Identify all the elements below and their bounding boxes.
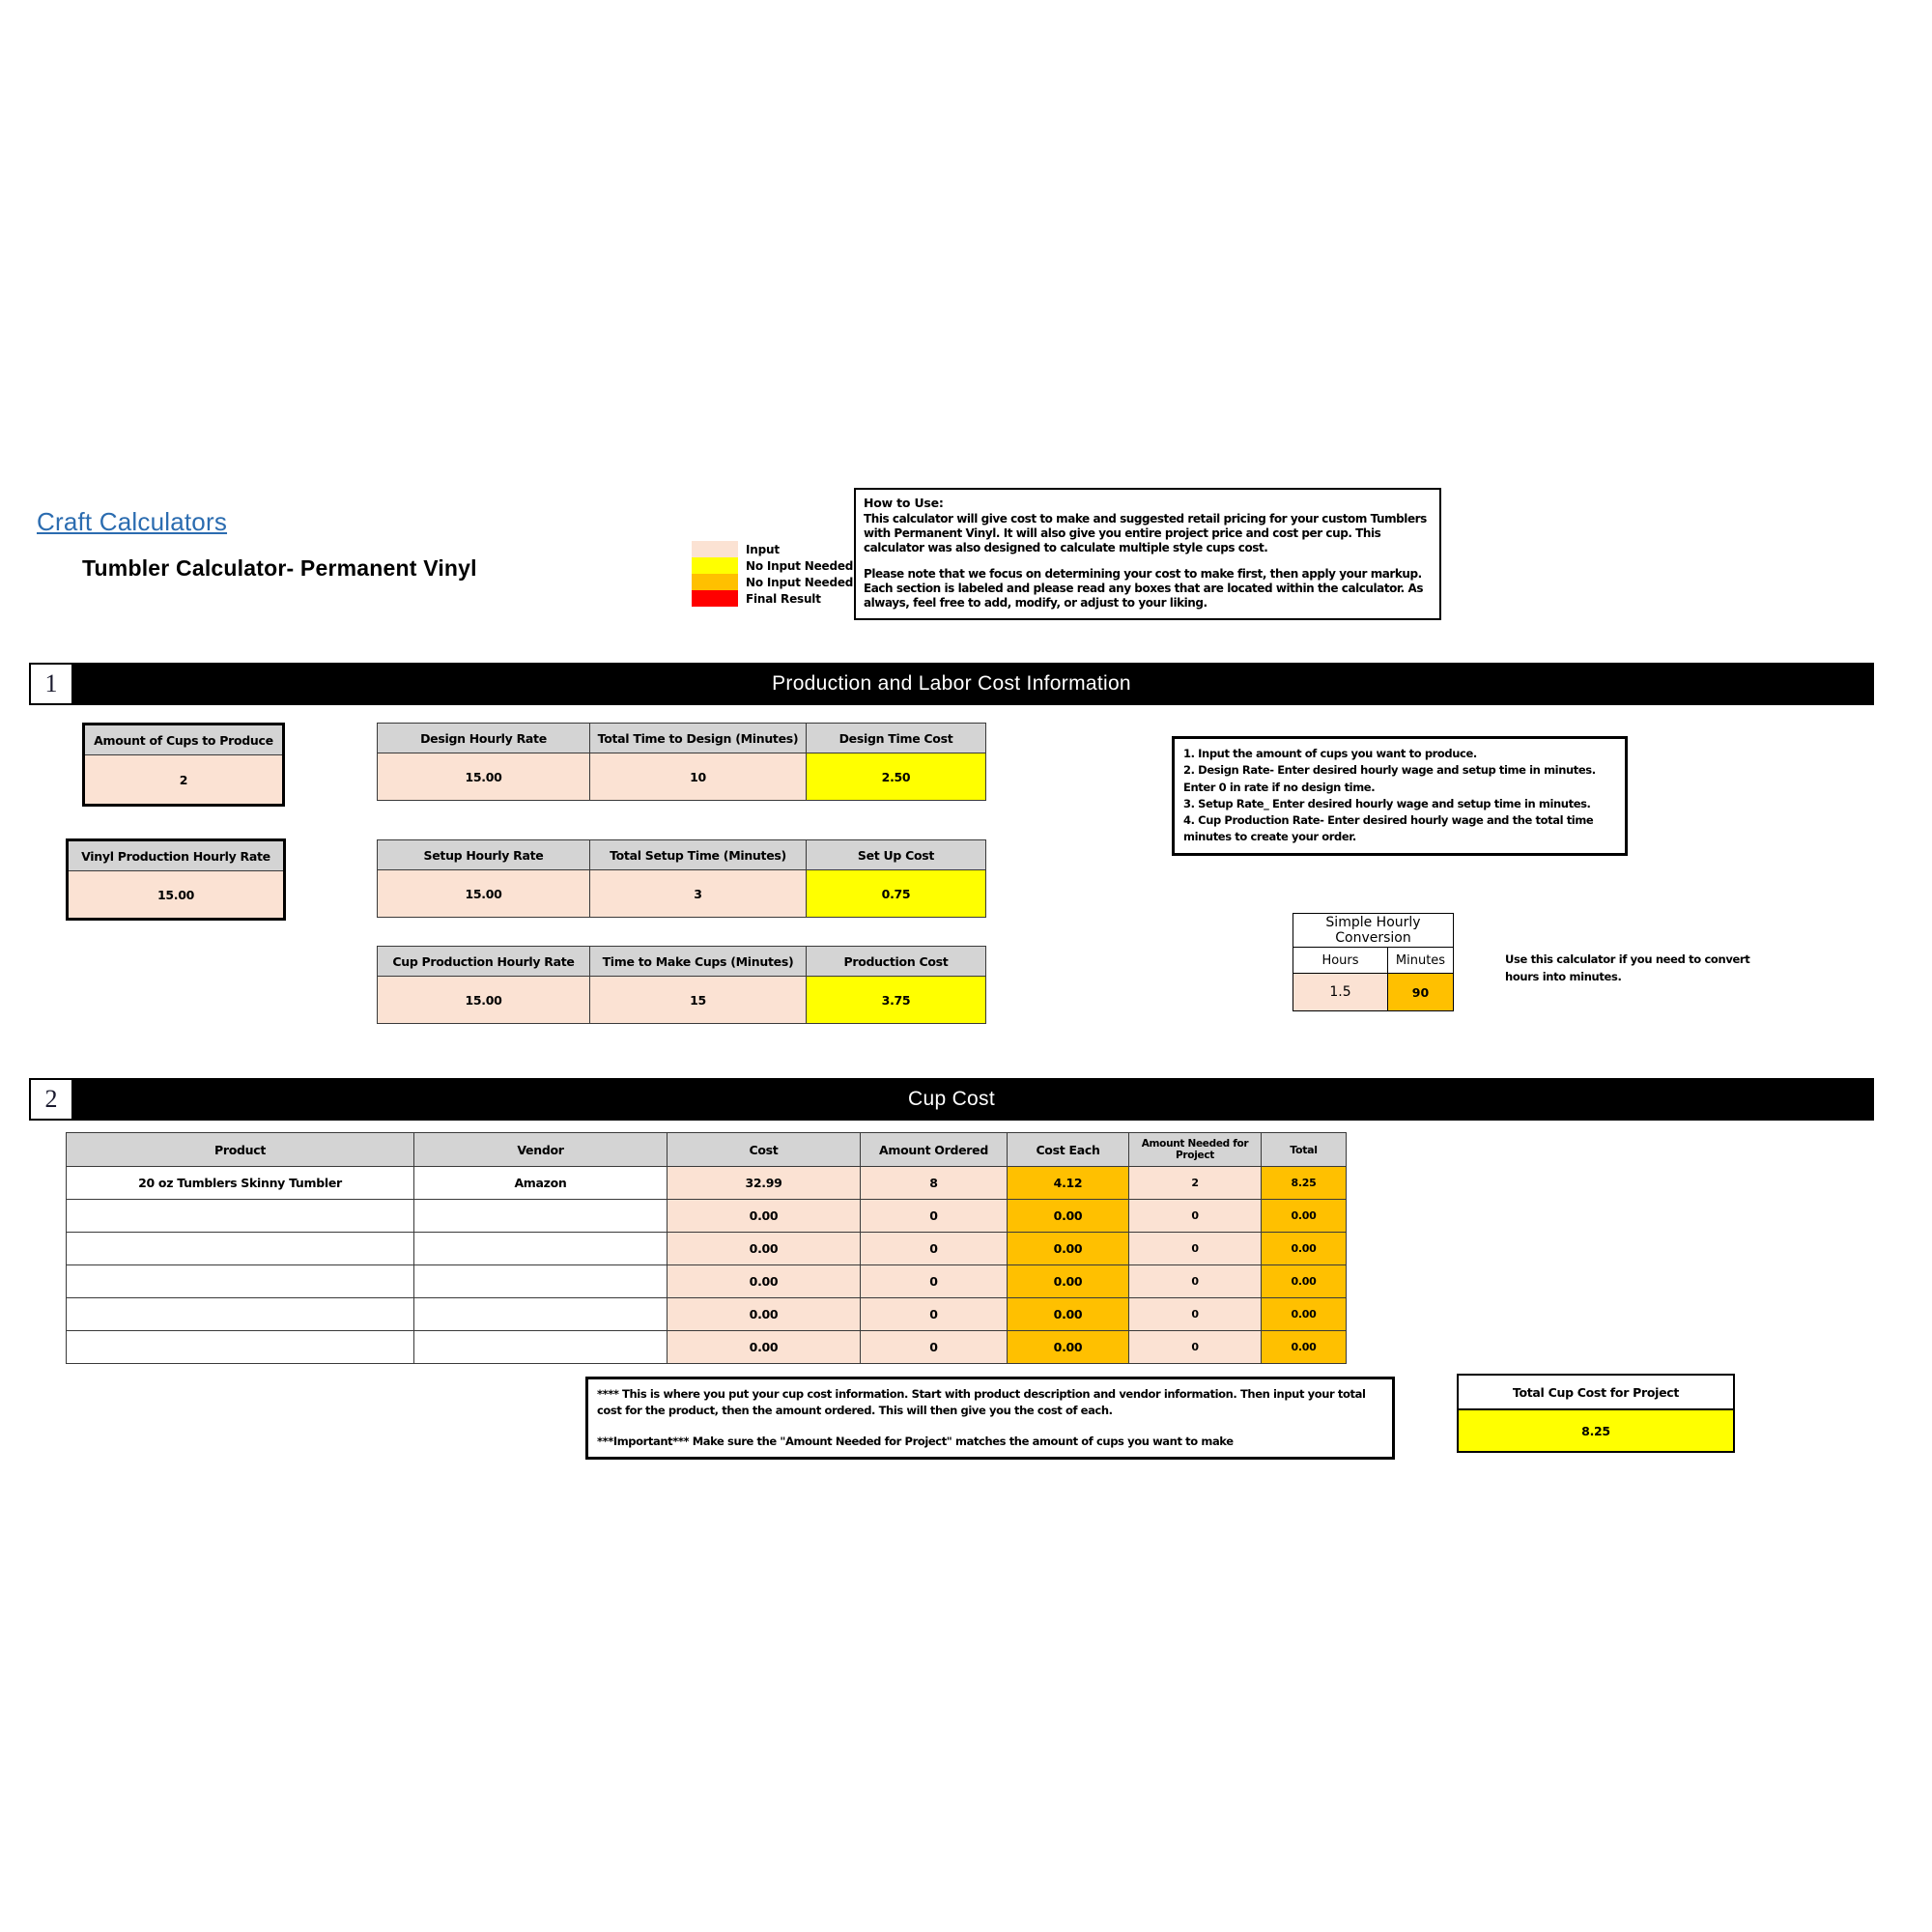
cell-amount-needed[interactable]: 0 (1129, 1233, 1262, 1265)
cell-total: 8.25 (1262, 1167, 1347, 1200)
col-product: Product (67, 1133, 414, 1167)
cell-cost-each: 0.00 (1008, 1233, 1129, 1265)
legend-item (692, 541, 853, 557)
legend-swatch-red (692, 590, 738, 607)
hourly-conversion-minutes-header: Minutes (1388, 948, 1454, 974)
section-1-badge: 1 (29, 663, 73, 705)
cell-amount-needed[interactable]: 0 (1129, 1265, 1262, 1298)
production-cost-value: 3.75 (807, 977, 986, 1024)
cell-amount-ordered[interactable]: 0 (861, 1331, 1008, 1364)
setup-rate-value[interactable]: 15.00 (378, 870, 590, 918)
production-time-value[interactable]: 15 (590, 977, 807, 1024)
design-rate-header: Design Hourly Rate (378, 724, 590, 753)
col-total: Total (1262, 1133, 1347, 1167)
hourly-conversion-title: Simple Hourly Conversion (1293, 914, 1454, 948)
legend-label: Input (746, 542, 780, 556)
total-cup-cost-header: Total Cup Cost for Project (1458, 1375, 1734, 1409)
production-time-header: Time to Make Cups (Minutes) (590, 947, 807, 977)
cell-cost-each: 0.00 (1008, 1331, 1129, 1364)
cell-vendor[interactable]: Amazon (414, 1167, 668, 1200)
cell-cost[interactable]: 0.00 (668, 1233, 861, 1265)
cell-cost[interactable]: 0.00 (668, 1200, 861, 1233)
cell-cost-each: 0.00 (1008, 1265, 1129, 1298)
design-cost-header: Design Time Cost (807, 724, 986, 753)
amount-of-cups-value[interactable]: 2 (84, 755, 284, 806)
cup-cost-note-line-2: ***Important*** Make sure the "Amount Needed for Project" matches the amount of cups you want to make (597, 1434, 1234, 1448)
cell-amount-needed[interactable]: 2 (1129, 1167, 1262, 1200)
cell-total: 0.00 (1262, 1265, 1347, 1298)
how-to-use-heading: How to Use: (864, 496, 944, 510)
cup-cost-note-box (585, 1377, 1395, 1460)
instruction-line-3: 3. Setup Rate_ Enter desired hourly wage and setup time in minutes. (1183, 796, 1591, 810)
col-vendor: Vendor (414, 1133, 668, 1167)
col-cost-each: Cost Each (1008, 1133, 1129, 1167)
cell-vendor[interactable] (414, 1298, 668, 1331)
hourly-conversion-widget (1293, 913, 1454, 1011)
legend-label: No Input Needed (746, 575, 854, 589)
color-legend (692, 541, 853, 607)
legend-swatch-yellow (692, 557, 738, 574)
setup-rate-header: Setup Hourly Rate (378, 840, 590, 870)
amount-of-cups-header: Amount of Cups to Produce (84, 724, 284, 755)
cell-total: 0.00 (1262, 1200, 1347, 1233)
setup-cost-value: 0.75 (807, 870, 986, 918)
setup-cost-table (377, 839, 986, 918)
hourly-conversion-minutes-value: 90 (1388, 974, 1454, 1011)
legend-swatch-orange (692, 574, 738, 590)
cell-cost[interactable]: 0.00 (668, 1265, 861, 1298)
vinyl-rate-value[interactable]: 15.00 (68, 871, 285, 920)
legend-label: Final Result (746, 591, 821, 606)
page-title: Tumbler Calculator- Permanent Vinyl (82, 555, 477, 581)
cell-amount-ordered[interactable]: 0 (861, 1200, 1008, 1233)
instruction-line-2: 2. Design Rate- Enter desired hourly wage and setup time in minutes. Enter 0 in rate if no design time. (1183, 763, 1596, 794)
cell-cost[interactable]: 0.00 (668, 1331, 861, 1364)
cell-total: 0.00 (1262, 1331, 1347, 1364)
cell-amount-ordered[interactable]: 0 (861, 1265, 1008, 1298)
vinyl-rate-header: Vinyl Production Hourly Rate (68, 840, 285, 871)
section-1-header (29, 663, 1874, 705)
legend-label: No Input Needed (746, 558, 854, 573)
design-time-value[interactable]: 10 (590, 753, 807, 801)
production-cost-table (377, 946, 986, 1024)
cell-amount-ordered[interactable]: 0 (861, 1233, 1008, 1265)
col-amount-ordered: Amount Ordered (861, 1133, 1008, 1167)
how-to-use-box (854, 488, 1441, 620)
cup-cost-note-line-1: **** This is where you put your cup cost information. Start with product description and vendor information. Then input your total cost for the product, then the amount ordered. This will then give you the cost of each. (597, 1387, 1366, 1418)
cup-cost-table (66, 1132, 1347, 1364)
total-cup-cost-value: 8.25 (1458, 1409, 1734, 1452)
hourly-conversion-note: Use this calculator if you need to convert hours into minutes. (1505, 952, 1750, 983)
setup-time-header: Total Setup Time (Minutes) (590, 840, 807, 870)
cell-product[interactable] (67, 1265, 414, 1298)
section-1-instructions-box (1172, 736, 1628, 856)
legend-item (692, 590, 853, 607)
hourly-conversion-hours-value[interactable]: 1.5 (1293, 974, 1388, 1011)
cell-total: 0.00 (1262, 1233, 1347, 1265)
cell-amount-ordered[interactable]: 0 (861, 1298, 1008, 1331)
cell-product[interactable]: 20 oz Tumblers Skinny Tumbler (67, 1167, 414, 1200)
how-to-use-paragraph-1: This calculator will give cost to make and suggested retail pricing for your custom Tumblers with Permanent Vinyl. It will also give you entire project price and cost per cup. This calculator was also designed to calculate multiple style cups cost. (864, 512, 1427, 554)
col-amount-needed: Amount Needed for Project (1129, 1133, 1262, 1167)
legend-item (692, 574, 853, 590)
production-rate-value[interactable]: 15.00 (378, 977, 590, 1024)
cell-vendor[interactable] (414, 1265, 668, 1298)
table-row (67, 1298, 1347, 1331)
design-time-header: Total Time to Design (Minutes) (590, 724, 807, 753)
cell-amount-needed[interactable]: 0 (1129, 1200, 1262, 1233)
cell-vendor[interactable] (414, 1233, 668, 1265)
amount-of-cups-table (82, 723, 285, 807)
craft-calculators-link[interactable]: Craft Calculators (37, 507, 228, 536)
cell-amount-needed[interactable]: 0 (1129, 1298, 1262, 1331)
table-row (67, 1233, 1347, 1265)
cell-amount-ordered[interactable]: 8 (861, 1167, 1008, 1200)
table-row (67, 1167, 1347, 1200)
cell-amount-needed[interactable]: 0 (1129, 1331, 1262, 1364)
instruction-line-1: 1. Input the amount of cups you want to produce. (1183, 747, 1477, 760)
col-cost: Cost (668, 1133, 861, 1167)
cell-product[interactable] (67, 1233, 414, 1265)
cell-cost-each: 0.00 (1008, 1298, 1129, 1331)
cell-product[interactable] (67, 1331, 414, 1364)
table-row (67, 1265, 1347, 1298)
section-2-title: Cup Cost (908, 1088, 995, 1110)
table-header-row (67, 1133, 1347, 1167)
section-1-title: Production and Labor Cost Information (772, 672, 1131, 695)
setup-time-value[interactable]: 3 (590, 870, 807, 918)
production-cost-header: Production Cost (807, 947, 986, 977)
table-row (67, 1331, 1347, 1364)
cell-cost-each: 0.00 (1008, 1200, 1129, 1233)
cell-total: 0.00 (1262, 1298, 1347, 1331)
design-rate-value[interactable]: 15.00 (378, 753, 590, 801)
legend-item (692, 557, 853, 574)
table-row (67, 1200, 1347, 1233)
setup-cost-header: Set Up Cost (807, 840, 986, 870)
section-2-header (29, 1078, 1874, 1121)
how-to-use-paragraph-2: Please note that we focus on determining your cost to make first, then apply your markup. Each section is labeled and please read any boxes that are located within the calculator. As always, feel free to add, modify, or adjust to your liking. (864, 567, 1424, 610)
cell-cost-each: 4.12 (1008, 1167, 1129, 1200)
instruction-line-4: 4. Cup Production Rate- Enter desired hourly wage and the total time minutes to create your order. (1183, 813, 1594, 844)
cell-cost[interactable]: 0.00 (668, 1298, 861, 1331)
total-cup-cost-box (1457, 1374, 1735, 1453)
section-2-badge: 2 (29, 1078, 73, 1121)
cell-vendor[interactable] (414, 1200, 668, 1233)
cell-vendor[interactable] (414, 1331, 668, 1364)
vinyl-production-rate-table (66, 838, 286, 921)
cell-product[interactable] (67, 1200, 414, 1233)
cell-cost[interactable]: 32.99 (668, 1167, 861, 1200)
hourly-conversion-hours-header: Hours (1293, 948, 1388, 974)
legend-swatch-input (692, 541, 738, 557)
cell-product[interactable] (67, 1298, 414, 1331)
design-cost-table (377, 723, 986, 801)
production-rate-header: Cup Production Hourly Rate (378, 947, 590, 977)
design-cost-value: 2.50 (807, 753, 986, 801)
